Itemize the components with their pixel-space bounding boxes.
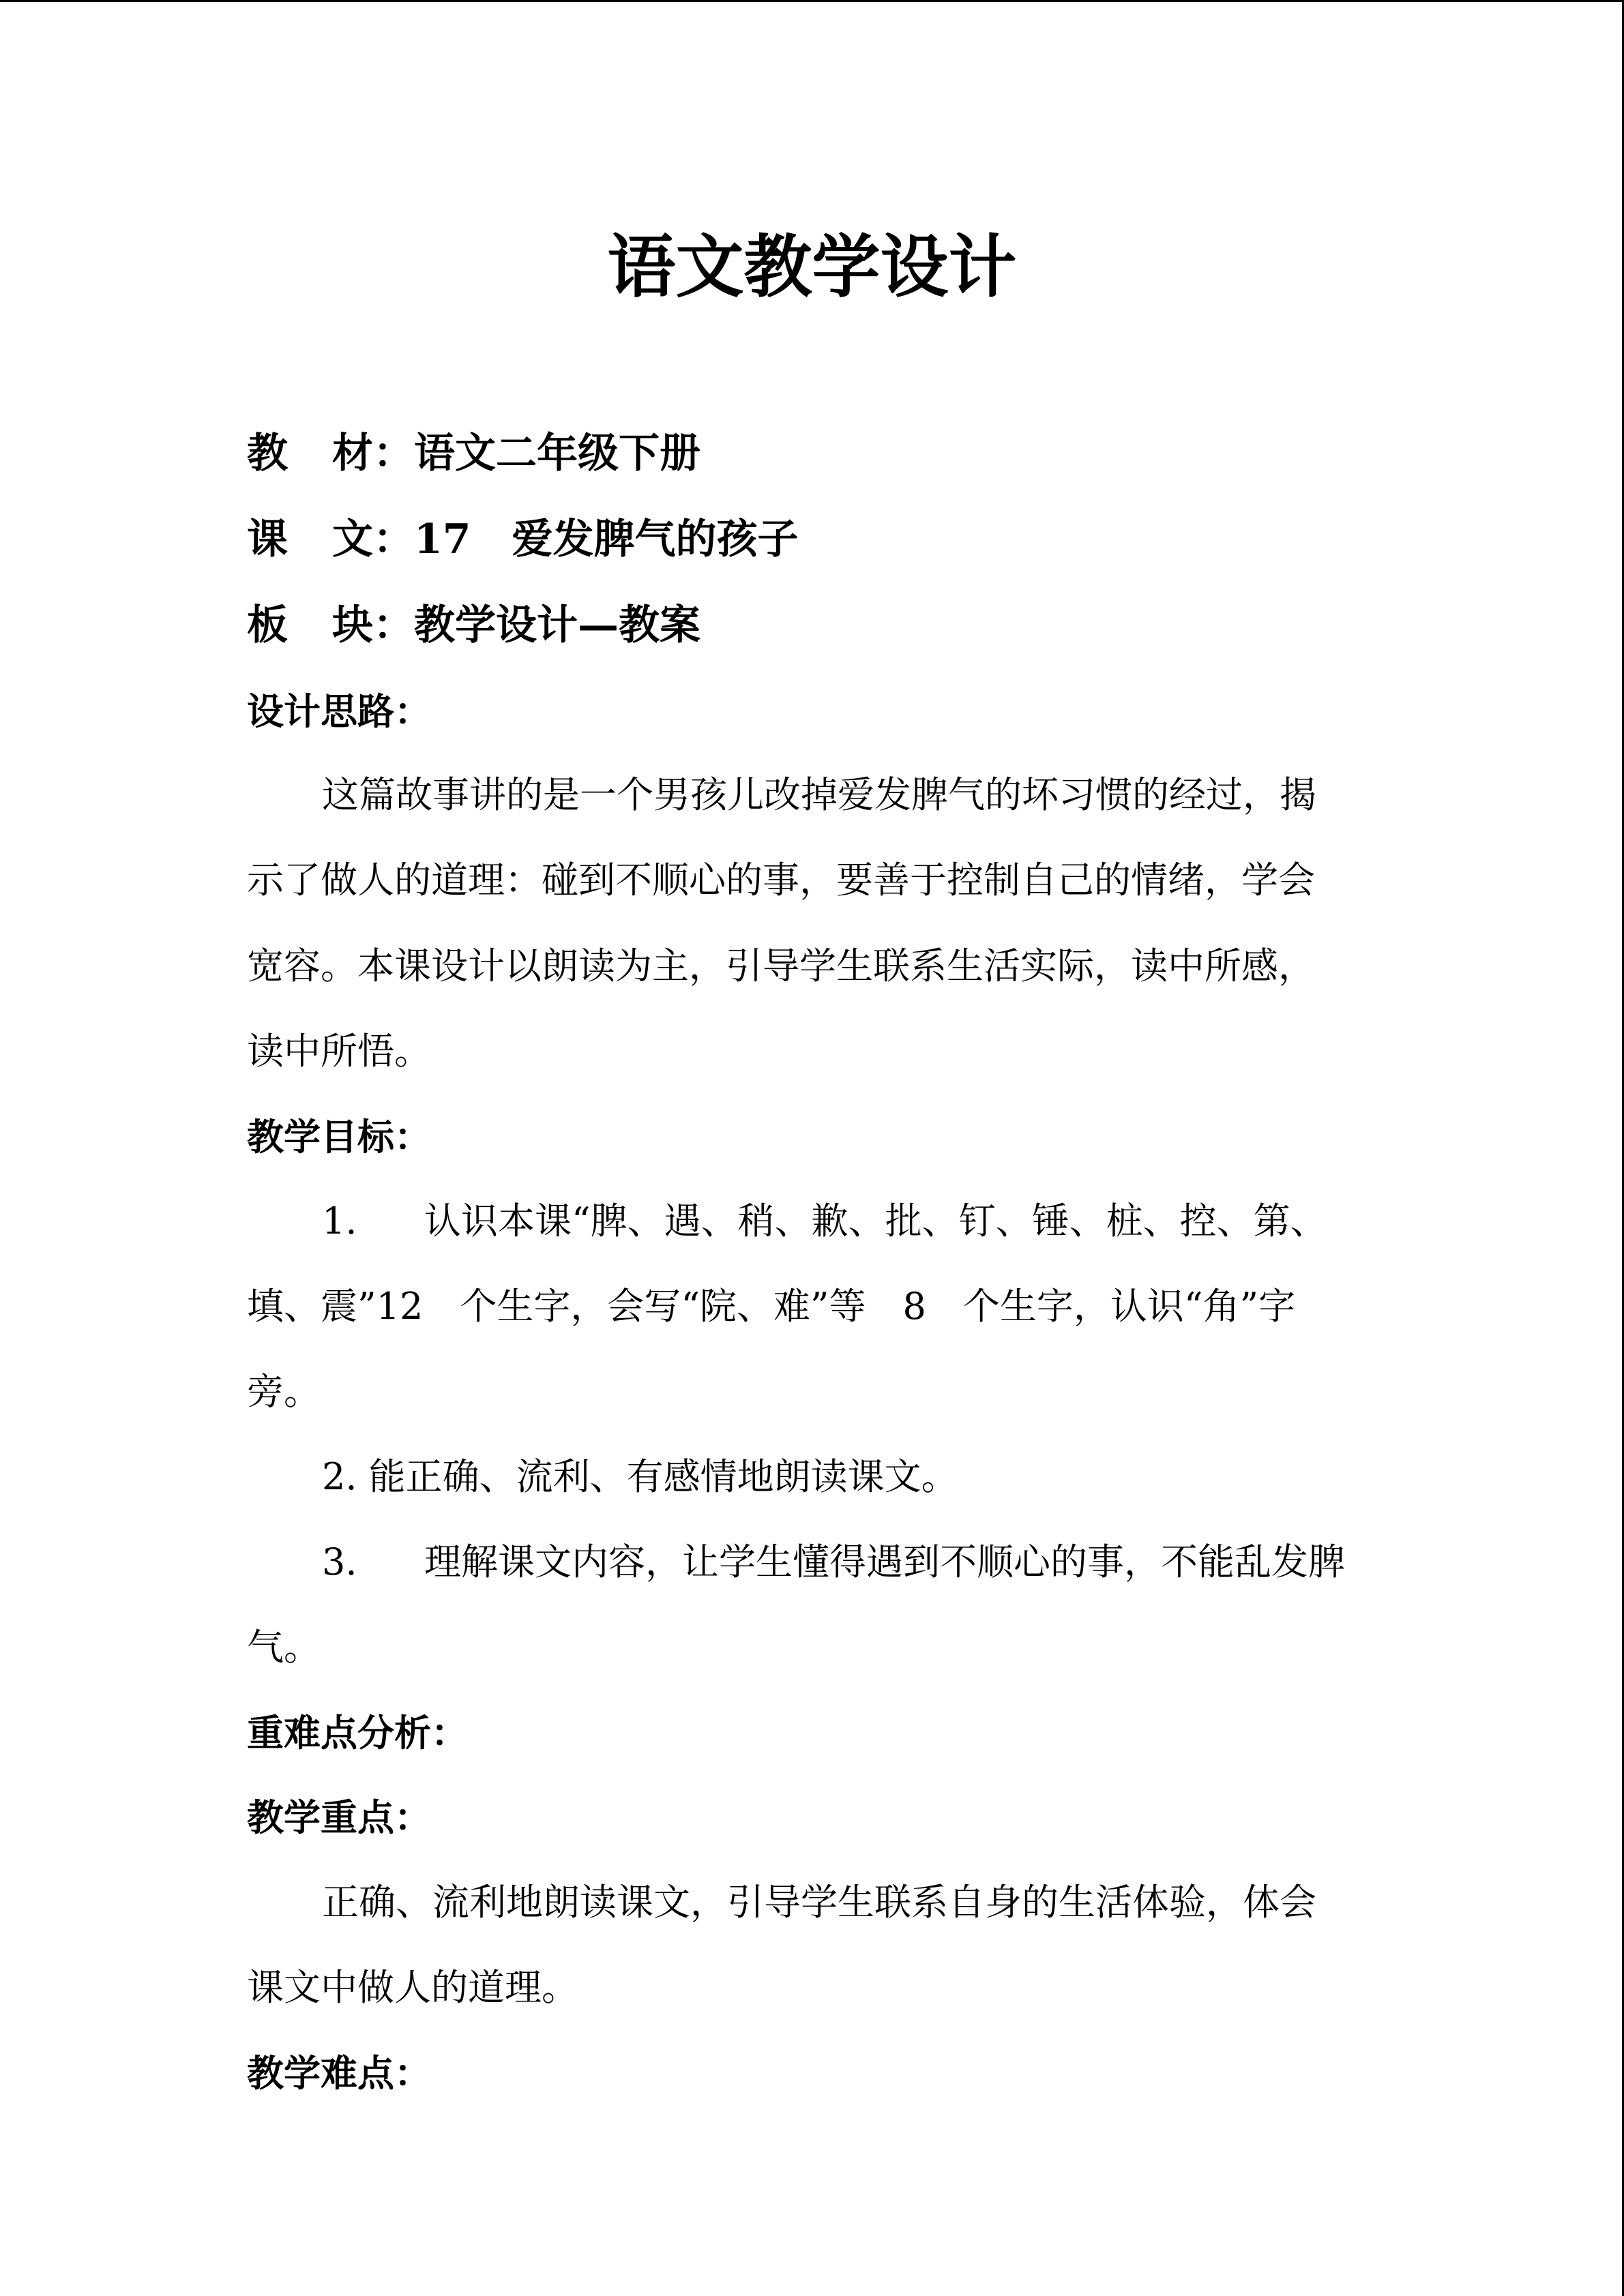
- goal-2: 2. 能正确、流利、有感情地朗读课文。: [322, 1455, 958, 1498]
- design-idea-heading: 设计思路：: [247, 689, 431, 733]
- meta-value: 教学设计—教案: [414, 601, 700, 649]
- goal-3-line-2: 气。: [247, 1626, 321, 1669]
- analysis-heading: 重难点分析：: [247, 1711, 468, 1755]
- meta-module: [247, 598, 700, 653]
- meta-key-1: 板: [247, 601, 288, 649]
- meta-key-1: 课: [247, 516, 288, 563]
- document-title: 语文教学设计: [607, 226, 1017, 307]
- meta-textbook: [247, 426, 700, 481]
- key-point-heading: 教学重点：: [247, 1795, 431, 1839]
- key-point-line-2: 课文中做人的道理。: [247, 1966, 578, 2009]
- goal-1-number: 1.: [322, 1199, 357, 1242]
- goal-3-text: 理解课文内容，让学生懂得遇到不顺心的事，不能乱发脾: [424, 1540, 1345, 1583]
- meta-lesson: [247, 512, 799, 567]
- goals-heading: 教学目标：: [247, 1115, 431, 1159]
- meta-key-2: 块：: [332, 601, 414, 649]
- key-point-line-1: 正确、流利地朗读课文，引导学生联系自身的生活体验，体会: [322, 1881, 1316, 1924]
- meta-key-2: 材：: [332, 430, 414, 477]
- goal-3-number: 3.: [322, 1540, 357, 1583]
- goal-1-text: 认识本课“脾、遇、稍、歉、批、钉、锤、桩、控、第、: [424, 1199, 1327, 1242]
- design-idea-line-4: 读中所悟。: [247, 1030, 431, 1073]
- goal-3-line-1: [322, 1538, 1345, 1586]
- goal-1-line-3: 旁。: [247, 1370, 321, 1413]
- meta-key-2: 文：: [332, 516, 414, 563]
- design-idea-line-2: 示了做人的道理：碰到不顺心的事，要善于控制自己的情绪，学会: [247, 859, 1315, 901]
- meta-key-1: 教: [247, 430, 288, 477]
- difficulty-heading: 教学难点：: [247, 2051, 431, 2095]
- design-idea-line-3: 宽容。本课设计以朗读为主，引导学生联系生活实际，读中所感，: [247, 944, 1315, 987]
- meta-value: 语文二年级下册: [414, 430, 700, 477]
- meta-value: 17 爱发脾气的孩子: [414, 516, 799, 563]
- goal-1-line-2: 填、震”12 个生字，会写“院、难”等 8 个生字，认识“角”字: [247, 1285, 1296, 1328]
- goal-1-line-1: [322, 1197, 1327, 1245]
- design-idea-line-1: 这篇故事讲的是一个男孩儿改掉爱发脾气的坏习惯的经过，揭: [322, 773, 1316, 816]
